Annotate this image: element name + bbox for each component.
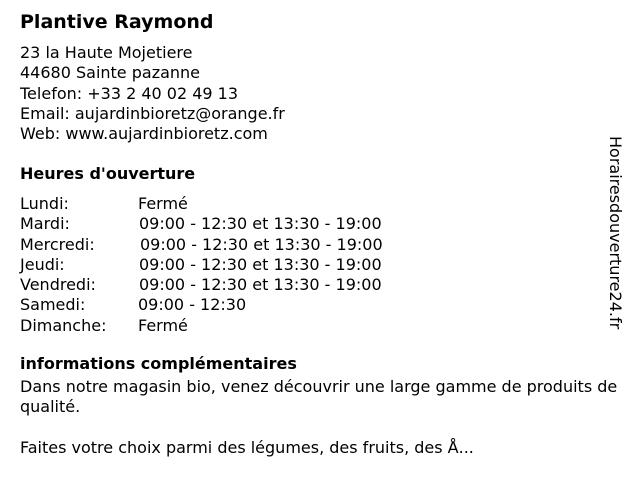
website-line: Web: www.aujardinbioretz.com [20, 124, 268, 144]
phone-line: Telefon: +33 2 40 02 49 13 [20, 83, 239, 103]
address-city: 44680 Sainte pazanne [20, 63, 201, 83]
address-block [20, 43, 285, 144]
day-hours: 09:00 - 12:30 et 13:30 - 19:00 [140, 234, 383, 254]
day-label: Mercredi: [20, 234, 95, 254]
opening-hours-heading: Heures d'ouverture [20, 164, 196, 183]
day-label: Dimanche: [20, 315, 107, 335]
day-hours: Fermé [138, 315, 188, 335]
day-label: Mardi: [20, 214, 70, 234]
day-hours: 09:00 - 12:30 et 13:30 - 19:00 [139, 254, 382, 274]
email-line: Email: aujardinbioretz@orange.fr [20, 103, 285, 123]
day-hours: 09:00 - 12:30 et 13:30 - 19:00 [139, 275, 382, 295]
info-paragraph-2: Faites votre choix parmi des légumes, des fruits, des Å... [20, 438, 474, 457]
day-label: Jeudi: [20, 254, 65, 274]
day-hours: 09:00 - 12:30 et 13:30 - 19:00 [139, 214, 382, 234]
day-label: Samedi: [20, 295, 86, 315]
additional-info-heading: informations complémentaires [20, 354, 297, 373]
day-hours: 09:00 - 12:30 [138, 295, 247, 315]
business-name: Plantive Raymond [20, 11, 214, 33]
day-hours: Fermé [138, 194, 188, 213]
day-label: Vendredi: [20, 275, 96, 295]
site-watermark: Horairesdouverture24.fr [606, 136, 625, 330]
address-street: 23 la Haute Mojetiere [20, 43, 193, 62]
day-label: Lundi: [20, 194, 69, 213]
info-paragraph-1: Dans notre magasin bio, venez découvrir une large gamme de produits de qualité. [20, 377, 618, 417]
